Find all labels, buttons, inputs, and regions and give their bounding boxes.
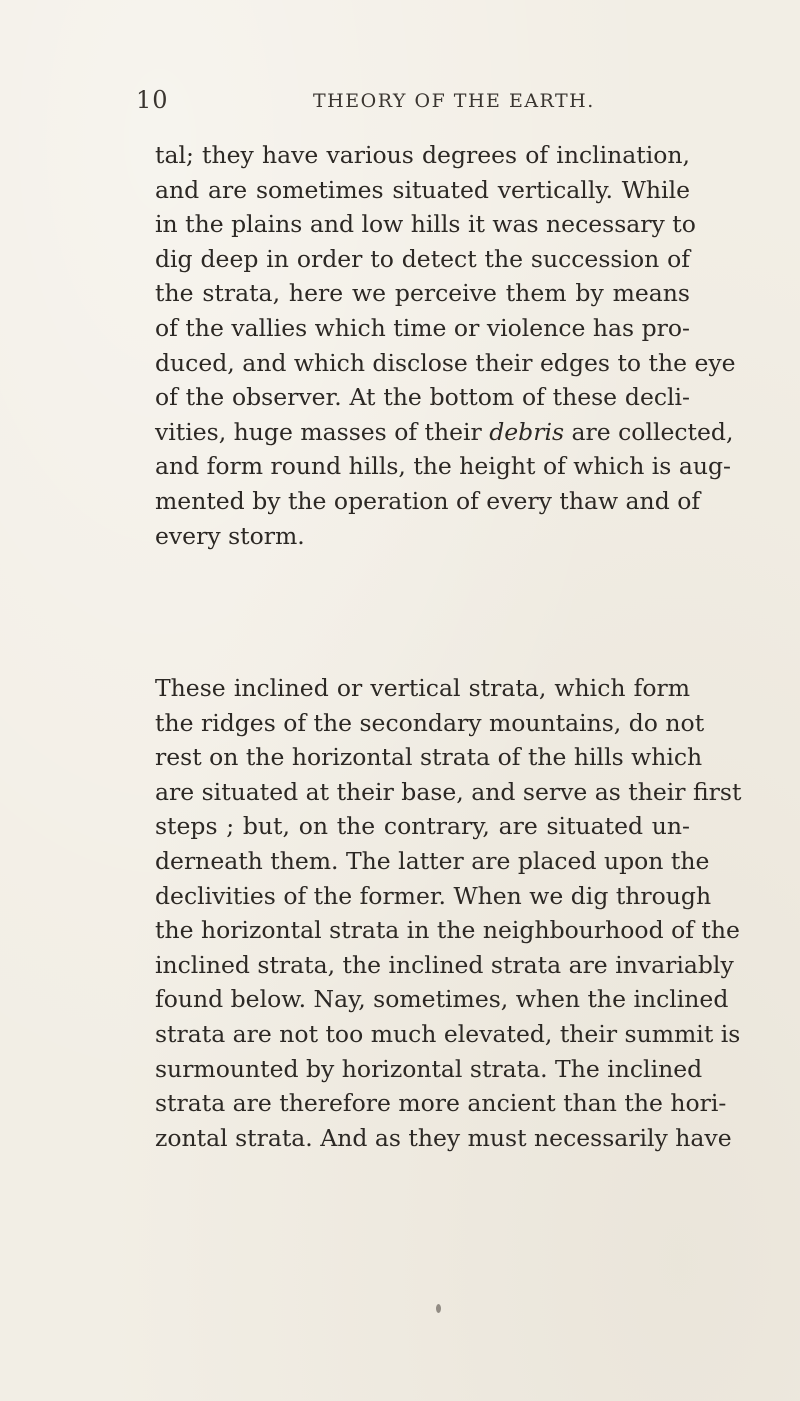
italic-word: debris	[489, 417, 565, 446]
text-line: surmounted by horizontal strata. The inclined	[155, 1054, 703, 1083]
text-line: the ridges of the secondary mountains, do not	[155, 708, 705, 737]
paragraph-2	[155, 671, 742, 1155]
text-line: derneath them. The latter are placed upon the	[155, 846, 710, 875]
text-line: tal; they have various degrees of inclination,	[155, 141, 690, 169]
text-line: These inclined or vertical strata, which form	[155, 674, 690, 702]
text-line: zontal strata. And as they must necessarily have	[155, 1123, 732, 1152]
text-line: and are sometimes situated vertically. While	[155, 175, 690, 204]
text-line: the strata, here we perceive them by means	[155, 279, 690, 308]
text-line: the horizontal strata in the neighbourhood of the	[155, 916, 740, 945]
text-line: strata are not too much elevated, their summit is	[155, 1019, 741, 1048]
ink-spot	[436, 1304, 441, 1313]
text-run: vities, huge masses of their	[155, 417, 490, 446]
text-line: every storm.	[155, 521, 305, 550]
text-run: are collected,	[564, 417, 734, 446]
text-line: of the observer. At the bottom of these decli-	[155, 383, 690, 412]
text-line: strata are therefore more ancient than the hori-	[155, 1089, 727, 1118]
text-line: rest on the horizontal strata of the hills which	[155, 743, 703, 772]
text-line: of the vallies which time or violence has pro-	[155, 313, 690, 342]
page-number: 10	[136, 86, 169, 114]
text-line: duced, and which disclose their edges to the eye	[155, 348, 736, 377]
text-line: declivities of the former. When we dig through	[155, 881, 712, 910]
text-line: are situated at their base, and serve as their first	[155, 777, 742, 806]
text-line: mented by the operation of every thaw and of	[155, 486, 701, 515]
text-line: dig deep in order to detect the succession of	[155, 244, 690, 273]
text-line-with-italic	[155, 415, 734, 450]
text-line: found below. Nay, sometimes, when the inclined	[155, 985, 729, 1014]
running-head: THEORY OF THE EARTH.	[313, 90, 595, 112]
text-line: inclined strata, the inclined strata are invariably	[155, 950, 734, 979]
text-line: and form round hills, the height of which is aug-	[155, 452, 731, 481]
paragraph-1	[155, 138, 736, 553]
text-line: steps ; but, on the contrary, are situated un-	[155, 812, 690, 841]
text-line: in the plains and low hills it was necessary to	[155, 210, 696, 239]
